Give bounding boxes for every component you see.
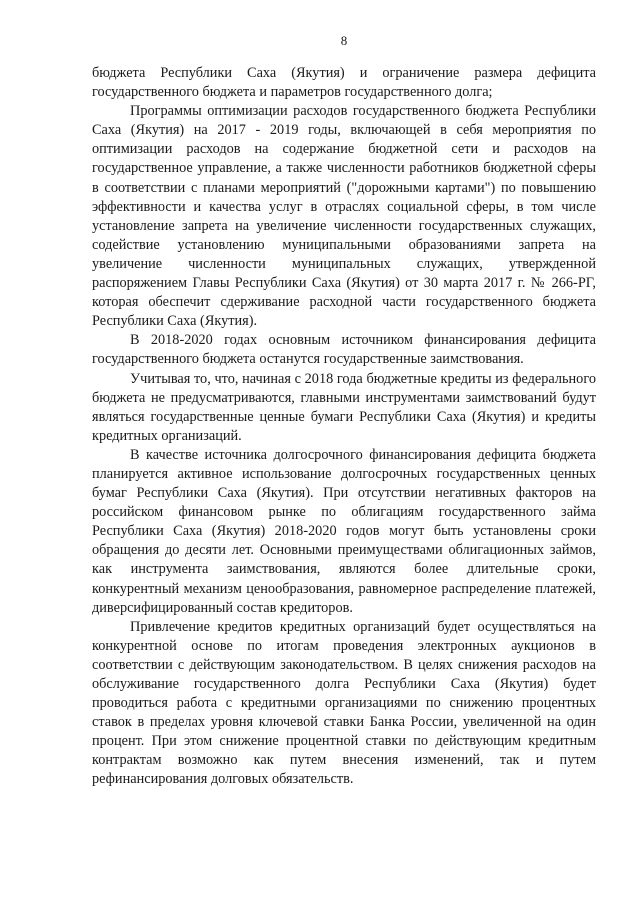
paragraph-borrowing-instruments: Учитывая то, что, начиная с 2018 года бюджетные кредиты из федерального бюджета не предусматриваются, главными инструментами заимствований будут являться государственные ценные бумаги Республики Саха (Якутия) и кредиты кредитных организаций.	[92, 370, 596, 444]
paragraph-deficit-financing: В 2018-2020 годах основным источником финансирования дефицита государственного бюджета останутся государственные заимствования.	[92, 332, 596, 368]
page-number: 8	[340, 33, 348, 48]
paragraph-optimization-program: Программы оптимизации расходов государственного бюджета Республики Саха (Якутия) на 2017 - 2019 годы, включающей в себя мероприятия по оптимизации расходов на содержание бюджетной сети и расходов на государственное управление, а также численности работников бюджетной сферы в соответствии с планами мероприятий ("дорожными картами") по повышению эффективности и качества услуг в отраслях социальной сферы, в том числе установление запрета на увеличение численности государственных служащих, содействие установлению муниципальными образованиями запрета на увеличение численности муниципальных служащих, утвержденной распоряжением Главы Республики Саха (Якутия) от 30 марта 2017 г. № 266-РГ, которая обеспечит сдерживание расходной части государственного бюджета Республики Саха (Якутия).	[92, 103, 596, 330]
paragraph-bonds: В качестве источника долгосрочного финансирования дефицита бюджета планируется активное использование долгосрочных государственных ценных бумаг Республики Саха (Якутия). При отсутствии негативных факторов на российском финансовом рынке по облигациям государственного займа Республики Саха (Якутия) 2018-2020 годов могут быть установлены сроки обращения до десяти лет. Основными преимуществами облигационных займов, как инструмента заимствования, являются более длительные сроки, конкурентный механизм ценообразования, равномерное распределение платежей, диверсифицированный состав кредиторов.	[92, 446, 596, 616]
document-body	[92, 64, 596, 790]
paragraph-bank-credits: Привлечение кредитов кредитных организаций будет осуществляться на конкурентной основе по итогам проведения электронных аукционов в соответствии с действующим законодательством. В целях снижения расходов на обслуживание государственного долга Республики Саха (Якутия) будет проводиться работа с кредитными организациями по снижению процентных ставок в пределах уровня ключевой ставки Банка России, увеличенной на один процент. При этом снижение процентной ставки по действующим кредитным контрактам возможно как путем внесения изменений, так и путем рефинансирования долговых обязательств.	[92, 618, 596, 788]
paragraph-continuation: бюджета Республики Саха (Якутия) и ограничение размера дефицита государственного бюджета и параметров государственного долга;	[92, 65, 596, 101]
